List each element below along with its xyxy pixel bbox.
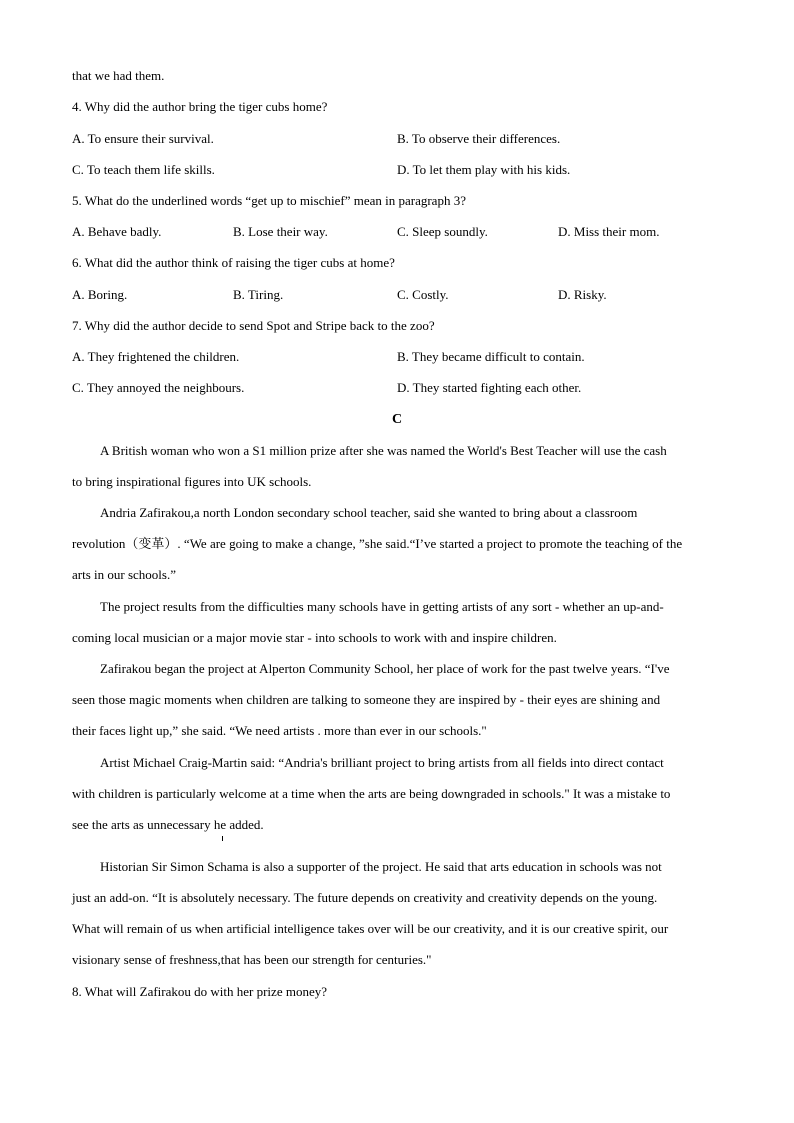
question-5: 5. What do the underlined words “get up to mischief” mean in paragraph 3? — [72, 193, 466, 208]
q7-option-a: A. They frightened the children. — [72, 349, 240, 364]
q4-option-c: C. To teach them life skills. — [72, 162, 215, 177]
passage-line: Andria Zafirakou,a north London secondary school teacher, said she wanted to bring about a classroom — [100, 505, 638, 520]
question-6: 6. What did the author think of raising the tiger cubs at home? — [72, 255, 395, 270]
q6-option-d: D. Risky. — [558, 287, 607, 302]
passage-line: What will remain of us when artificial intelligence takes over will be our creativity, and it is our creative spirit, our — [72, 921, 669, 936]
passage-line: The project results from the difficulties many schools have in getting artists of any sort - whether an up-and- — [100, 599, 664, 614]
passage-line: seen those magic moments when children are talking to someone they are inspired by - their eyes are shining and — [72, 692, 661, 707]
passage-line: Zafirakou began the project at Alperton Community School, her place of work for the past twelve years. “I've — [100, 661, 670, 676]
question-8: 8. What will Zafirakou do with her prize money? — [72, 984, 327, 999]
passage-line: Historian Sir Simon Schama is also a supporter of the project. He said that arts education in schools was not — [100, 859, 662, 874]
q5-option-a: A. Behave badly. — [72, 224, 162, 239]
passage-line: their faces light up,” she said. “We need artists . more than ever in our schools." — [72, 723, 487, 738]
passage-line: Artist Michael Craig-Martin said: “Andria's brilliant project to bring artists from all fields into direct contact — [100, 755, 664, 770]
passage-line: revolution（变革）. “We are going to make a change, ”she said.“I’ve started a project to promote the teaching of the — [72, 536, 683, 551]
question-4: 4. Why did the author bring the tiger cubs home? — [72, 99, 328, 114]
passage-line: visionary sense of freshness,that has been our strength for centuries." — [72, 952, 432, 967]
q5-option-d: D. Miss their mom. — [558, 224, 660, 239]
q4-option-a: A. To ensure their survival. — [72, 131, 214, 146]
passage-line: just an add-on. “It is absolutely necessary. The future depends on creativity and creativity depends on the young. — [72, 890, 658, 905]
q7-option-c: C. They annoyed the neighbours. — [72, 380, 245, 395]
q4-option-b: B. To observe their differences. — [397, 131, 561, 146]
q6-option-b: B. Tiring. — [233, 287, 284, 302]
underline-mark — [222, 836, 223, 841]
question-7: 7. Why did the author decide to send Spot and Stripe back to the zoo? — [72, 318, 435, 333]
passage-line: arts in our schools.” — [72, 567, 176, 582]
q5-option-b: B. Lose their way. — [233, 224, 328, 239]
passage-line: coming local musician or a major movie star - into schools to work with and inspire children. — [72, 630, 557, 645]
passage-line: see the arts as unnecessary he added. — [72, 817, 264, 832]
q4-option-d: D. To let them play with his kids. — [397, 162, 571, 177]
section-heading-c: C — [391, 412, 403, 427]
q7-option-d: D. They started fighting each other. — [397, 380, 582, 395]
q5-option-c: C. Sleep soundly. — [397, 224, 488, 239]
passage-line: A British woman who won a S1 million prize after she was named the World's Best Teacher will use the cash — [100, 443, 667, 458]
q6-option-c: C. Costly. — [397, 287, 449, 302]
q6-option-a: A. Boring. — [72, 287, 128, 302]
passage-line: to bring inspirational figures into UK schools. — [72, 474, 312, 489]
passage-line: with children is particularly welcome at a time when the arts are being downgraded in schools." It was a mistake to — [72, 786, 671, 801]
q7-option-b: B. They became difficult to contain. — [397, 349, 585, 364]
passage-b-ending: that we had them. — [72, 68, 165, 83]
